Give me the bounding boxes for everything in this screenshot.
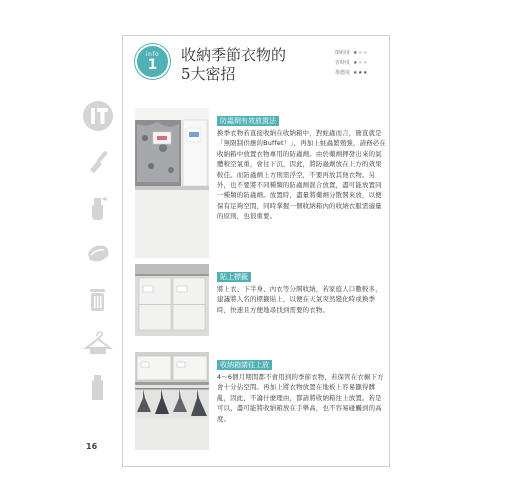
badge-info-label: info [145, 51, 160, 58]
star-filled-icon: ★ [353, 60, 358, 66]
tip-section-store-high [135, 352, 385, 450]
info-card [122, 35, 390, 467]
tip-text: 將上衣、下半身、內衣等分開收納，若家庭人口數較多，建議將人名的標籤貼上，以便在天氣突然變化時或換季時，快速且方便地尋找到需要的衣物。 [217, 285, 382, 314]
tip-heading: 貼上標籤 [217, 272, 251, 282]
tip-text: 換季衣物若直接收納在收納箱中，對蛀蟲而言，簡直就是「無限制供應的Buffet！」，再加上蛀蟲繁殖強，請務必在收納箱中放置衣物專用的防蟲劑。由於藥劑揮發出來的氣體較空氣重，會往下沉，因此，將防蟲劑放在上方的效果較佳。而防蟲劑上方則需浮空，不要再放其他衣物。另外，也不要將不同種類的防蟲劑混合放置，盡可能放置同一種類的防蟲劑。放置時，盡量將藥劑分散開來放，以便保有足夠空間，同時掌握一個收納箱內的收納衣服需適量的原則，也很重要。 [217, 129, 386, 221]
badge-number: 1 [147, 57, 158, 73]
info-badge [135, 44, 170, 79]
photo-labeled-boxes [135, 264, 209, 336]
rating-row-recommend [335, 68, 368, 78]
it-logo-icon [82, 100, 118, 130]
tip-heading: 收納箱請往上放 [217, 360, 272, 370]
star-filled-icon: ★ [358, 70, 363, 76]
star-empty-icon: ★ [362, 60, 368, 66]
star-empty-icon: ★ [358, 50, 363, 56]
photo-boxes-on-shelf [135, 352, 209, 450]
hanger-icon [82, 328, 118, 358]
rating-row-saving [335, 48, 368, 58]
rating-stars [353, 50, 368, 56]
detergent-bottle-icon [82, 372, 118, 402]
page-number: 16 [86, 442, 98, 451]
sponge-icon [82, 238, 118, 268]
rating-panel [335, 48, 368, 78]
rating-stars [353, 70, 368, 76]
rating-stars [353, 60, 368, 66]
rating-row-timesaving [335, 58, 368, 68]
tip-body [217, 352, 387, 424]
rating-label: 推薦度 [335, 70, 351, 76]
title-line-2: 5大密招 [181, 65, 236, 83]
spray-bottle-icon [82, 192, 118, 222]
tip-body [217, 108, 387, 222]
star-empty-icon: ★ [358, 60, 363, 66]
tip-section-labels [135, 264, 385, 336]
photo-storage-box-repellent [135, 108, 209, 258]
star-filled-icon: ★ [362, 70, 368, 76]
rating-label: 節約度 [335, 50, 351, 56]
star-filled-icon: ★ [353, 50, 358, 56]
title-line-1: 收納季節衣物的 [181, 46, 287, 64]
rating-label: 省時度 [335, 60, 351, 66]
page-title [181, 46, 286, 84]
star-filled-icon: ★ [353, 70, 358, 76]
tip-heading: 防蟲劑有效放置法 [217, 116, 279, 126]
tip-text: 4～6個月期間都不會用到的季節衣物，若保管在衣櫥下方會十分佔空間。再加上將衣物放置在地板上容易顯得髒亂，因此，不論什麼理由，都請將收納箱往上放置。若是可以，盡可能將收納箱放在手舉高，也不容易碰觸到的高度。 [217, 373, 384, 423]
trash-bin-icon [82, 284, 118, 314]
tip-body [217, 264, 387, 315]
brush-icon [82, 146, 118, 176]
star-empty-icon: ★ [362, 50, 368, 56]
tip-section-insect-repellent [135, 108, 385, 258]
